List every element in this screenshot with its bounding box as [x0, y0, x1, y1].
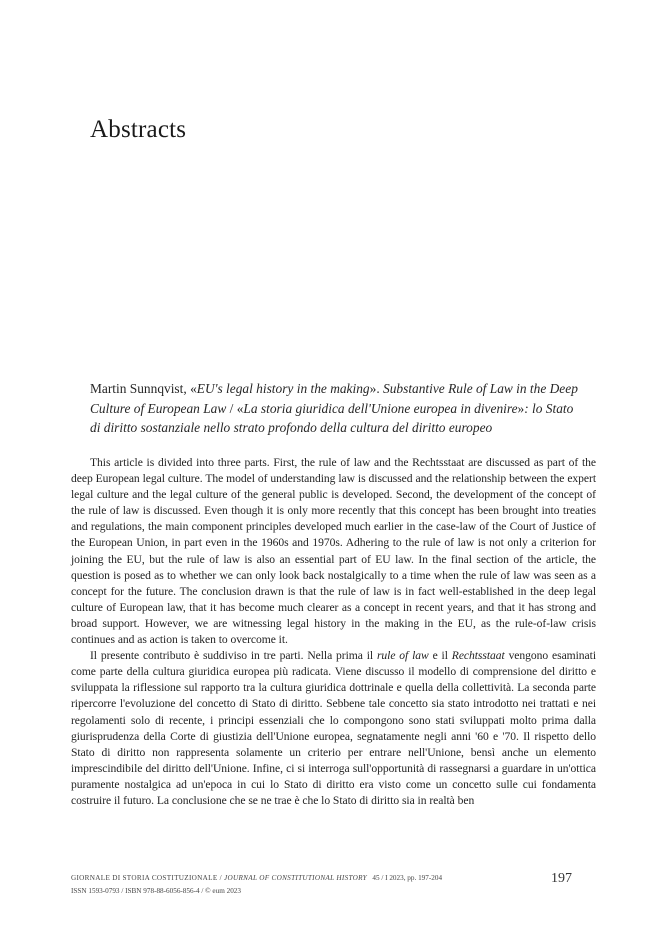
page-footer [71, 871, 596, 904]
page-heading: Abstracts [90, 116, 187, 143]
abstract-body [71, 455, 596, 809]
footer-issn-line: ISSN 1593-0793 / ISBN 978-88-6056-856-4 / © eum 2023 [71, 887, 241, 895]
footer-issue: 45 / I 2023, pp. 197-204 [372, 874, 443, 882]
abstract-english: This article is divided into three parts. First, the rule of law and the Rechtsstaat are discussed as part of the deep European legal culture. The model of understanding law is discussed and the relationship between the expert legal culture and the legal culture of the general public is developed. Second, the development of the concept of the rule of law is discussed. Even though it is only more recently that this concept has been brought into treaties and regulations, the main component principles developed much earlier in the case-law of the Court of Justice of the European Union, in part even in the 1960s and 1970s. Adhering to the rule of law is not only a criterion for joining the EU, but the rule of law is also an essential part of EU law. In the final section of the article, the question is posed as to whether we can only look back nostalgically to a time when the rule of law was seen as a concept for the future. The conclusion drawn is that the rule of law is in fact well-established in the deep legal culture of European law, that it has become much clearer as a concept in recent years, and that it has strong and broad support. However, we are witnessing legal history in the making in the EU, as the rule-of-law crisis continues and as action is taken to overcome it. [71, 456, 596, 647]
footer-journal-line [71, 874, 442, 882]
citation-subtitle-it: : lo Stato di diritto sostanziale nello strato profondo della cultura del diritto europeo [90, 400, 574, 435]
citation-subtitle-en: Substantive Rule of Law in the Deep Culture of European Law [90, 381, 578, 416]
abstract-it-text-3: vengono esaminati come parte della cultura giuridica europea più radicata. Viene discusso il modello di comprensione del diritto e sviluppata la riflessione sul rapporto tra la cultura giuridica dottrinale e quella della collettività. La seconda parte ripercorre l'evoluzione del concetto di Stato di diritto. Sebbene tale concetto sia stato introdotto nei trattati e nei regolamenti solo di recente, i principi essenziali che lo compongono sono stati sviluppati molto prima dalla giurisprudenza della Corte di giustizia dell'Unione europea, segnatamente negli anni '60 e '70. Il rispetto dello Stato di diritto non rappresenta solamente un criterio per entrare nell'Unione, bensì anche un elemento imprescindibile del diritto dell'Unione. Infine, ci si interroga sull'opportunità di rassegnarsi a guardare in un'ottica puramente nostalgica ad un'epoca in cui lo Stato di diritto era visto come un concetto sulle cui fondamenta costruire il futuro. La conclusione che se ne trae è che lo Stato di diritto sia in realtà ben [71, 649, 596, 807]
citation-quote-close-it: » [517, 400, 525, 416]
footer-journal-en: JOURNAL OF CONSTITUTIONAL HISTORY [224, 874, 367, 882]
abstract-it-term-rule-of-law: rule of law [376, 649, 429, 663]
article-citation [90, 379, 580, 438]
citation-title-en: EU's legal history in the making [196, 381, 370, 396]
citation-title-it: La storia giuridica dell'Unione europea in divenire [243, 400, 518, 416]
abstract-it-text-1: Il presente contributo è suddiviso in tre parti. Nella prima il [90, 649, 377, 663]
citation-quote-open: « [190, 381, 197, 396]
footer-journal-it: GIORNALE DI STORIA COSTITUZIONALE / [71, 874, 225, 882]
citation-quote-close: ». [369, 381, 384, 396]
citation-separator: / [226, 400, 237, 416]
page-number: 197 [551, 871, 572, 886]
abstract-italian [71, 648, 596, 809]
citation-quote-open-it: « [236, 400, 244, 416]
abstract-it-text-2: e il [428, 649, 452, 663]
citation-author: Martin Sunnqvist, [90, 381, 191, 396]
abstract-it-term-rechtsstaat: Rechtsstaat [451, 649, 505, 663]
